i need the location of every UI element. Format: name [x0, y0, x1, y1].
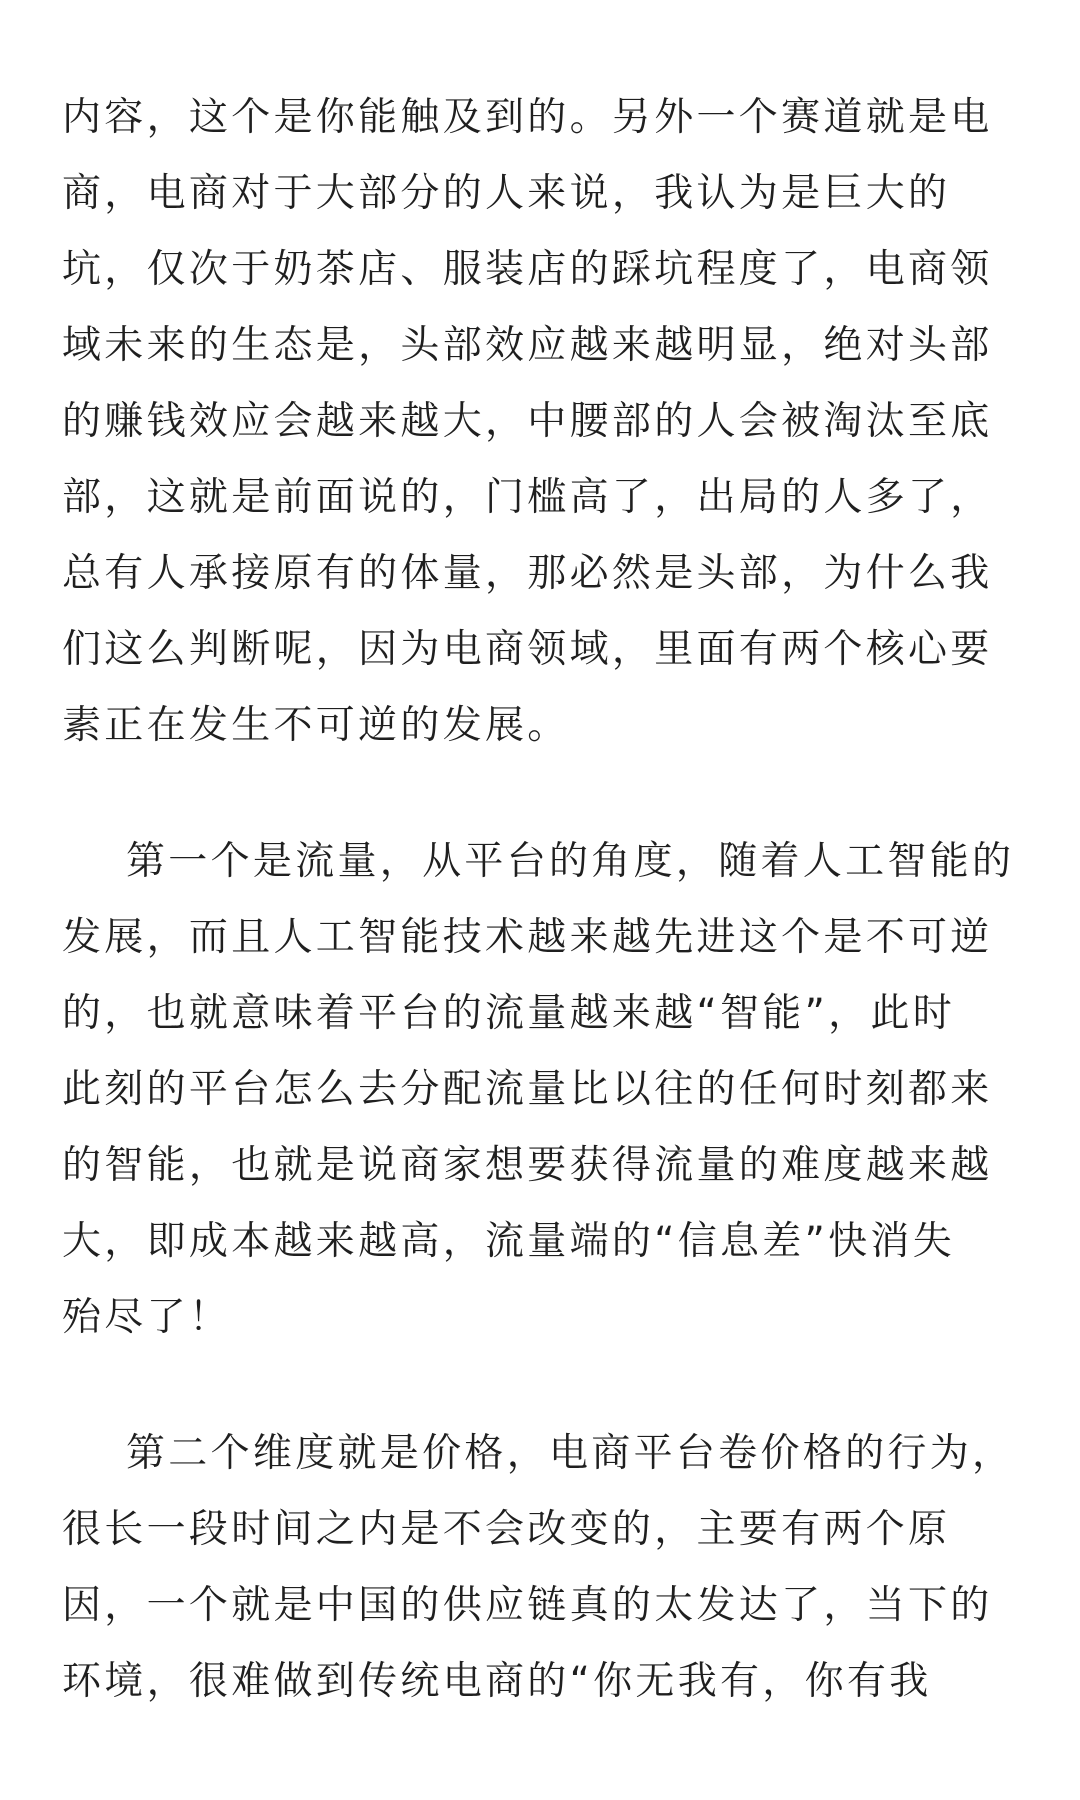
- text-line: 发展，而且人工智能技术越来越先进这个是不可逆: [62, 915, 993, 960]
- text-line: 因，一个就是中国的供应链真的太发达了，当下的: [62, 1583, 993, 1628]
- text-line: 的智能，也就是说商家想要获得流量的难度越来越: [62, 1143, 993, 1188]
- article-body: [62, 80, 1022, 1780]
- text-line: 殆尽了！: [62, 1295, 232, 1340]
- text-line: 此刻的平台怎么去分配流量比以往的任何时刻都来: [62, 1067, 993, 1112]
- text-line: 环境，很难做到传统电商的“你无我有，你有我: [62, 1659, 932, 1704]
- text-line: 的，也就意味着平台的流量越来越“智能”，此时: [62, 991, 956, 1036]
- text-line: 素正在发生不可逆的发展。: [62, 703, 570, 748]
- text-line: 域未来的生态是，头部效应越来越明显，绝对头部: [62, 323, 993, 368]
- text-line: 部，这就是前面说的，门槛高了，出局的人多了，: [62, 475, 993, 520]
- text-line: 第一个是流量，从平台的角度，随着人工智能的: [126, 839, 1015, 884]
- text-line: 大，即成本越来越高，流量端的“信息差”快消失: [62, 1219, 956, 1264]
- text-line: 内容，这个是你能触及到的。另外一个赛道就是电: [62, 95, 993, 140]
- text-line: 总有人承接原有的体量，那必然是头部，为什么我: [62, 551, 993, 596]
- text-line: 第二个维度就是价格，电商平台卷价格的行为，: [126, 1431, 1015, 1476]
- text-line: 的赚钱效应会越来越大，中腰部的人会被淘汰至底: [62, 399, 993, 444]
- paragraph-3: [62, 1416, 1022, 1720]
- text-line: 很长一段时间之内是不会改变的，主要有两个原: [62, 1507, 951, 1552]
- text-line: 们这么判断呢，因为电商领域，里面有两个核心要: [62, 627, 993, 672]
- text-line: 商，电商对于大部分的人来说，我认为是巨大的: [62, 171, 951, 216]
- paragraph-1: [62, 80, 1022, 764]
- text-line: 坑，仅次于奶茶店、服装店的踩坑程度了，电商领: [62, 247, 993, 292]
- paragraph-2: [62, 824, 1022, 1356]
